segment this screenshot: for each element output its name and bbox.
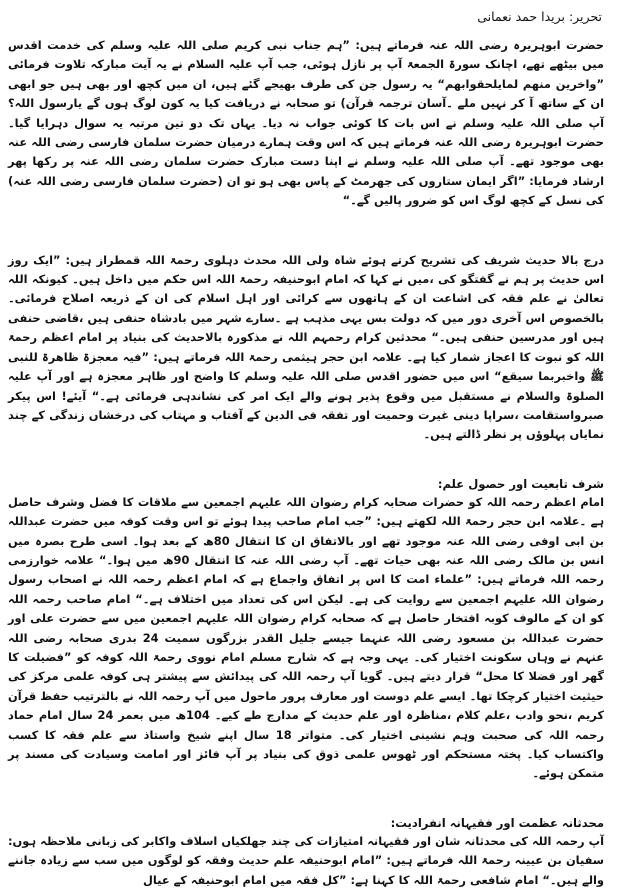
- section-heading-muhaddith: محدثانہ عظمت اور فقیہانہ انفرادیت:: [390, 815, 604, 830]
- paragraph-commentary: درج بالا حدیث شریف کی تشریح کرتے ہوئے شاہ ولی اللہ محدث دہلوی رحمۃ اللہ قمطراز ہیں: ”ایک روز اس حدیث پر ہم نے گفتگو کی ،میں نے کہا کہ امام ابوحنیفہ رحمۃ اللہ اس حکم میں داخل ہیں۔ کیونکہ اللہ تعالیٰ نے علم فقہ کی اشاعت ان کے ہاتھوں سے کرائی اور اہل اسلام کی ان کے ذریعہ اصلاح فرمائی۔ بالخصوص اس آخری دور میں کہ دولت بس یہی مذہب ہے ۔سارے شہر میں بادشاہ حنفی ہیں ،قاضی حنفی ہیں اور مدرسین حنفی ہیں۔“ محدثین کرام رحمہم اللہ نے مذکورہ بالاحدیث کی بنیاد پر امام اعظم رحمۃ اللہ کو نبوت کا اعجاز شمار کیا ہے۔ علامہ ابن حجر ہیثمی رحمۃ اللہ فرماتے ہیں: ”فیہ معجزۃ ظاھرۃ للنبی ﷺ واخبربما سیقع“ اس میں حضور اقدس صلی اللہ علیہ وسلم کا واضح اور ظاہر معجزہ ہے اور آپ علیہ الصلوۃ والسلام نے مستقبل میں وقوع پذیر ہونے والے ایک امر کی نشاندہی فرمائی ہے۔“ آیئے! اس پیکر صبرواستقامت ،سراپا دینی غیرت وحمیت اور تفقہ فی الدین کے آفتاب و مہتاب کی درخشاں زندگی کے چند نمایاں پہلوؤں پر نظر ڈالتے ہیں۔: [8, 252, 604, 442]
- section-gap: [8, 211, 604, 251]
- section-heading-tabiyat: شرف تابعیت اور حصول علم:: [437, 476, 604, 491]
- paragraph-hadith: حضرت ابوہریرہ رضی اللہ عنہ فرماتے ہیں: ”ہم جناب نبی کریم صلی اللہ علیہ وسلم کی خدمت اقدس میں بیٹھے تھے، اچانک سورۃ الجمعۃ آپ پر نازل ہوئی، جب آپ علیہ السلام نے یہ آیت مبارکہ تلاوت فرمائی ”واخرین منھم لمایلحقوابھم“ یہ رسول جن کی طرف بھیجے گئے ہیں، ان میں کچھ اور بھی ہیں جو ابھی ان کے ساتھ آ کر نہیں ملے ۔آسان ترجمہ قرآن) تو صحابہ نے دریافت کیا یہ کون لوگ ہوں گے یارسول اللہ؟ آپ صلی اللہ علیہ وسلم نے اس بات کا کوئی جواب نہ دیا۔ یہاں تک دو تین مرتبہ یہ سوال دہرایا گیا۔ حضرت ابوہریرہ رضی اللہ عنہ فرماتے ہیں کہ اس وقت ہمارے درمیان حضرت سلمان فارسی رضی اللہ عنہ بھی موجود تھے۔ آپ صلی اللہ علیہ وسلم نے اپنا دست مبارک حضرت سلمان رضی اللہ عنہ پر رکھا پھر ارشاد فرمایا: ”اگر ایمان ستاروں کی جھرمٹ کے پاس بھی ہو تو ان (حضرت سلمان فارسی رضی اللہ عنہ) کی نسل کے کچھ لوگ اس کو ضرور پالیں گے۔“: [8, 38, 604, 208]
- section-gap: [8, 445, 604, 475]
- author-byline: تحریر: بریدا حمد نعمانی: [477, 9, 602, 24]
- paragraph-muhaddith: آپ رحمہ اللہ کی محدثانہ شان اور فقیہانہ امتیازات کی چند جھلکیاں اسلاف واکابر کی زبانی ملاحظہ ہوں: سفیان بن عیینہ رحمۃ اللہ فرماتے ہیں: ”امام ابوحنیفہ علم حدیث وفقہ کو لوگوں میں سب سے زیادہ جاننے والے ہیں۔“ امام شافعی رحمۃ اللہ کا کہنا ہے: ”کل فقہ میں امام ابوحنیفہ کے عیال: [8, 833, 604, 887]
- paragraph-tabiyat: امام اعظم رحمہ اللہ کو حضرات صحابہ کرام رضوان اللہ علیہم اجمعین سے ملاقات کا فضل وشرف حاصل ہے ۔علامہ ابن حجر رحمۃ اللہ لکھتے ہیں: ”جب امام صاحب پیدا ہوئے تو اس وقت کوفہ میں حضرت عبداللہ بن ابی اوفی رضی اللہ عنہ موجود تھے اور بالاتفاق ان کا انتقال 80ھ کے بعد ہوا۔ اسی طرح بصرہ میں انس بن مالک رضی اللہ عنہ بھی حیات تھے۔ آپ رضی اللہ عنہ کا انتقال 90ھ میں ہوا۔“ علامہ خوارزمی رحمہ اللہ فرماتے ہیں: ”علماء امت کا اس پر اتفاق واجماع ہے کہ امام اعظم رحمہ اللہ نے اصحاب رسول رضوان اللہ علیہم اجمعین سے روایت کی ہے۔ لیکن اس کی تعداد میں اختلاف ہے۔“ امام صاحب رحمہ اللہ کو ان کے مالوف کوبہ افتخار حاصل ہے کہ صحابہ کرام رضوان اللہ علیہم اجمعین میں سے حضرت علی اور حضرت عبداللہ بن مسعود رضی اللہ عنہما جیسے جلیل القدر بزرگوں سمیت 24 بدری صحابہ رضی اللہ عنہم نے وہاں سکونت اختیار کی۔ یہی وجہ ہے کہ شارح مسلم امام نووی رحمۃ اللہ کوفہ کو ”فضیلت کا گھر اور فضلا کا محل“ قرار دیتے ہیں۔ گویا آپ رحمہ اللہ کی پیدائش سے پیشتر ہی کوفہ علمی مرکز کی حیثیت اختیار کرچکا تھا۔ ایسے علم دوست اور معارف پرور ماحول میں آپ رحمہ اللہ نے بالترتیب حفظ قرآن کریم ،نحو وادب ،علم کلام ،مناظرہ اور علم حدیث کے مدارج طے کیے۔ 104ھ میں بعمر 24 سال امام حماد رحمہ اللہ کی صحبت وہم نشینی اختیار کی۔ متواتر 18 سال اپنے شیخ واستاذ سے علم فقہ کا کسب واکتساب کیا۔ پختہ مستحکم اور ٹھوس علمی ذوق کی بنیاد پر آپ فائز اور امامت وسیادت کی مسند پر متمکن ہوئے۔: [8, 494, 605, 781]
- section-gap: [8, 784, 604, 814]
